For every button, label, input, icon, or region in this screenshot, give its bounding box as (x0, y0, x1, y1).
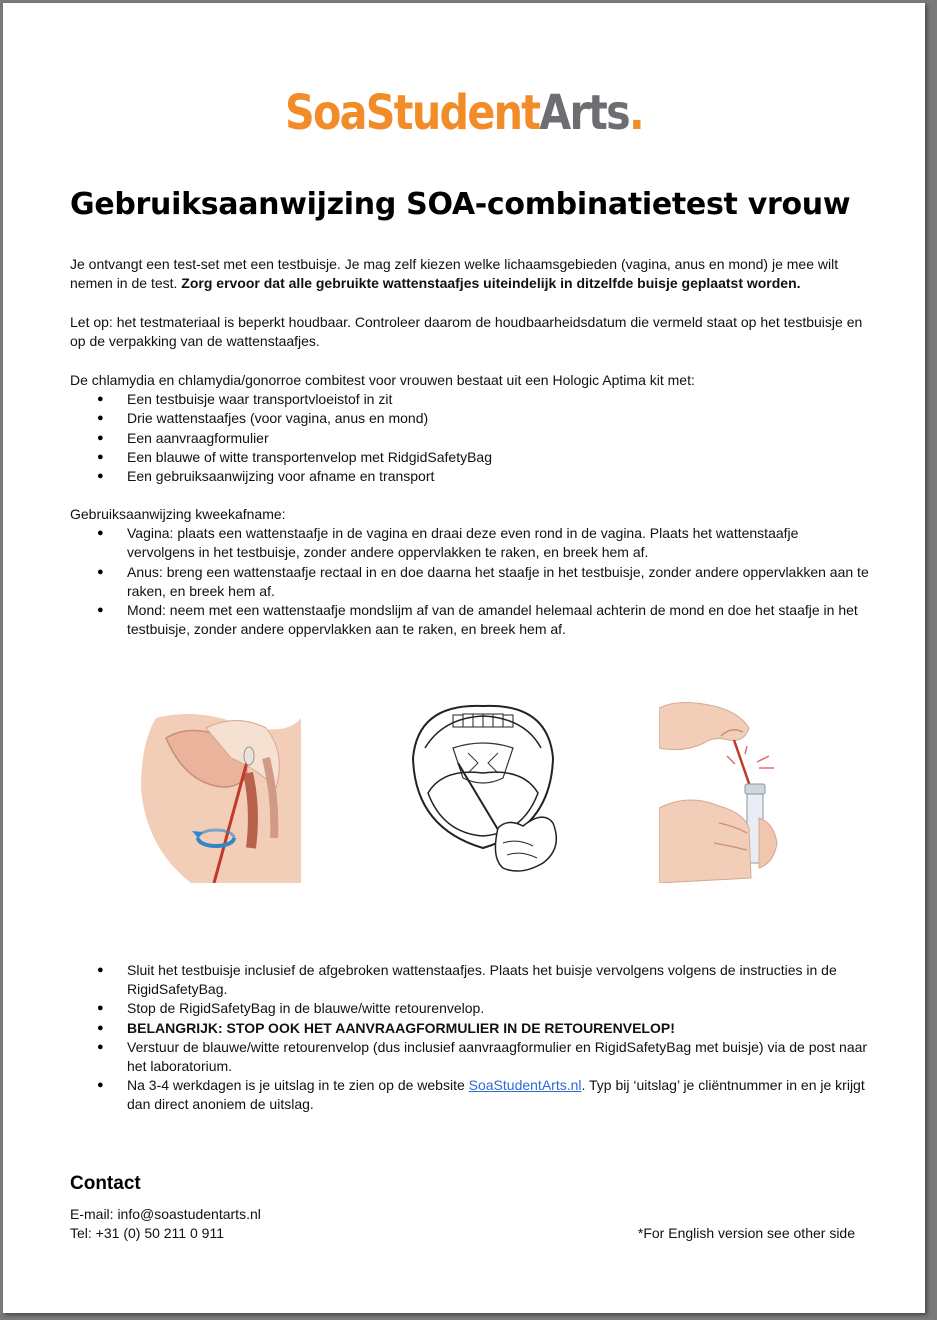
kit-item: ● Een blauwe of witte transportenvelop met RidgidSafetyBag (70, 448, 870, 467)
intro-paragraph (70, 255, 870, 293)
logo-part-1: SoaStudent (285, 85, 540, 141)
kit-item: ● Een testbuisje waar transportvloeistof in zit (70, 390, 870, 409)
document-page (3, 3, 925, 1313)
step-item: ● Sluit het testbuisje inclusief de afgebroken wattenstaafjes. Plaats het buisje vervolgens volgens de instructies in de RigidSafetyBag. (70, 961, 870, 999)
website-link[interactable]: SoaStudentArts.nl (468, 1077, 582, 1094)
instructions-list (70, 524, 870, 639)
logo (68, 83, 861, 143)
contact-email: E-mail: info@soastudentarts.nl (70, 1206, 261, 1222)
instruction-vagina: ● Vagina: plaats een wattenstaafje in de vagina en draai deze even rond in de vagina. Plaats het wattenstaafje vervolgens in het testbuisje, zonder andere oppervlakken te raken, en breek hem af. (70, 524, 870, 562)
steps-section (70, 961, 870, 1115)
step-result-text-after: . Typ bij ‘uitslag’ je cliëntnummer in en je krijgt dan direct anoniem de uitslag. (127, 1077, 865, 1113)
kit-heading: De chlamydia en chlamydia/gonorroe combitest voor vrouwen bestaat uit een Hologic Aptima kit met: (70, 372, 695, 388)
vaginal-swab-illustration (136, 698, 301, 883)
tube-break-illustration (659, 698, 779, 883)
warning-paragraph: Let op: het testmateriaal is beperkt houdbaar. Controleer daarom de houdbaarheidsdatum die vermeld staat op het testbuisje en op de verpakking van de wattenstaafjes. (70, 314, 863, 350)
instructions-heading: Gebruiksaanwijzing kweekafname: (70, 506, 286, 522)
contact-phone: Tel: +31 (0) 50 211 0 911 (70, 1225, 224, 1242)
kit-list (70, 390, 870, 486)
intro-bold-text: Zorg ervoor dat alle gebruikte wattenstaafjes uiteindelijk in ditzelfde buisje geplaatst worden. (181, 275, 801, 292)
step-item-important: ● BELANGRIJK: STOP OOK HET AANVRAAGFORMULIER IN DE RETOURENVELOP! (70, 1019, 870, 1038)
contact-details (70, 1205, 261, 1243)
step-item-result (70, 1076, 870, 1114)
steps-list (70, 961, 870, 1115)
page-title: Gebruiksaanwijzing SOA-combinatietest vrouw (70, 187, 851, 222)
mouth-swab-illustration (403, 698, 568, 883)
contact-heading: Contact (70, 1173, 141, 1194)
instruction-anus: ● Anus: breng een wattenstaafje rectaal in en doe daarna het staafje in het testbuisje, zonder andere oppervlakken aan te raken, en breek hem af. (70, 563, 870, 601)
logo-part-2: Arts (539, 85, 630, 141)
kit-section (70, 371, 870, 486)
instructions-section (70, 505, 870, 639)
kit-item: ● Een aanvraagformulier (70, 429, 870, 448)
kit-item: ● Drie wattenstaafjes (voor vagina, anus en mond) (70, 409, 870, 428)
english-version-note: *For English version see other side (637, 1225, 855, 1241)
intro-text: Je ontvangt een test-set met een testbuisje. Je mag zelf kiezen welke lichaamsgebieden (vagina, anus en mond) je mee wilt nemen in de test. (70, 256, 839, 292)
kit-item: ● Een gebruiksaanwijzing voor afname en transport (70, 467, 870, 486)
logo-dot: . (629, 85, 643, 141)
step-result-text-before: Na 3-4 werkdagen is je uitslag in te zien op de website (127, 1077, 469, 1094)
step-item: ● Verstuur de blauwe/witte retourenvelop (dus inclusief aanvraagformulier en RigidSafetyBag met buisje) via de post naar het laboratorium. (70, 1038, 870, 1076)
step-item: ● Stop de RigidSafetyBag in de blauwe/witte retourenvelop. (70, 999, 870, 1018)
instruction-mond: ● Mond: neem met een wattenstaafje mondslijm af van de amandel helemaal achterin de mond en doe het staafje in het testbuisje, zonder andere oppervlakken aan te raken, en breek hem af. (70, 601, 870, 639)
